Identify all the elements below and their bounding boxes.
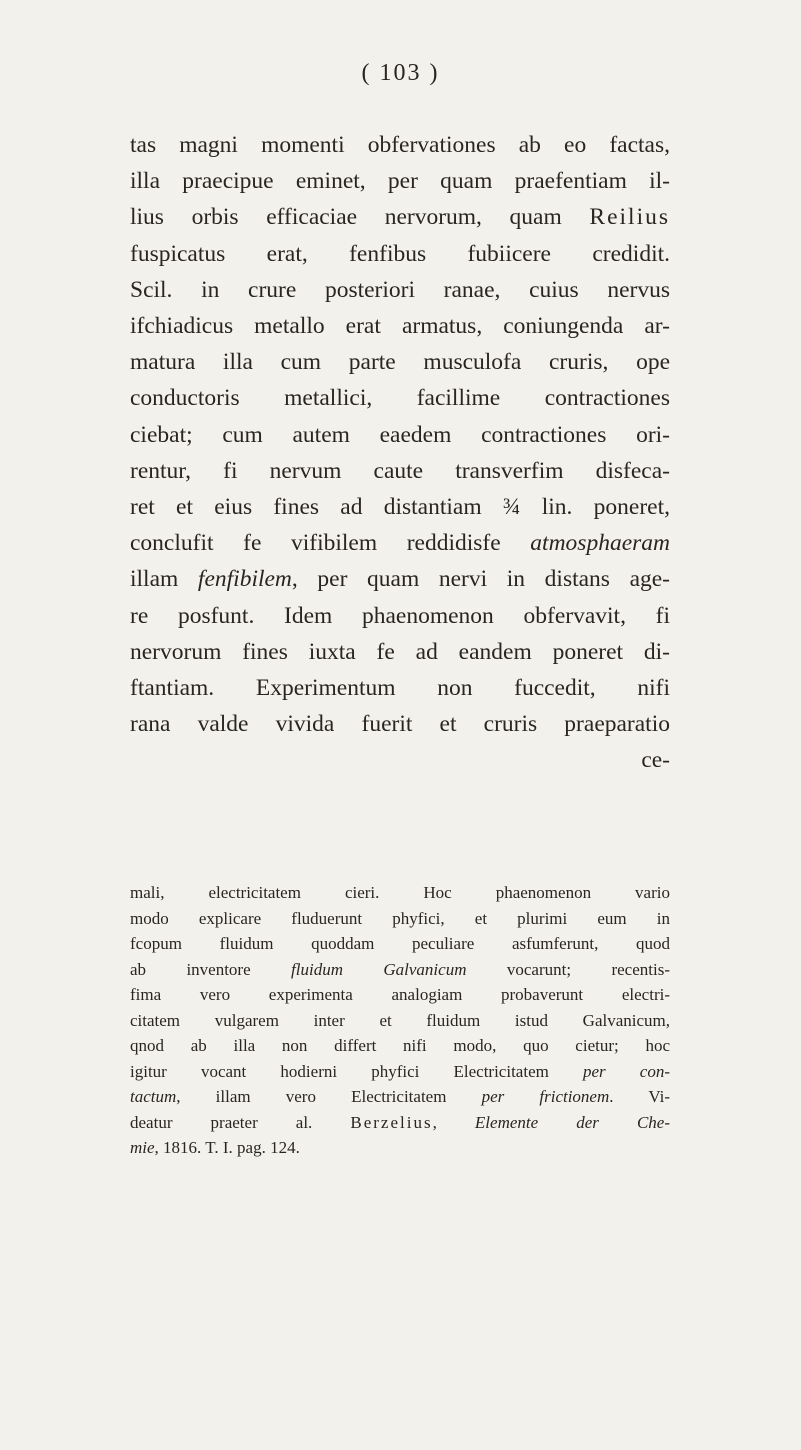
footnote-line: fcopum fluidum quoddam peculiare asfumferunt, quod [130, 934, 670, 953]
catchword: ce- [641, 747, 670, 774]
footnote-line: tactum, illam vero Electricitatem per frictionem. Vi- [130, 1087, 670, 1106]
footnote-line: igitur vocant hodierni phyfici Electricitatem per con- [130, 1061, 670, 1081]
text-line: rentur, fi nervum caute transverfim disfeca- [130, 457, 670, 484]
footnote-line: mali, electricitatem cieri. Hoc phaenomenon vario [130, 883, 670, 902]
page-number: ( 103 ) [361, 60, 440, 86]
footnote-line: modo explicare fluduerunt phyfici, et plurimi eum in [130, 908, 670, 928]
text-line: ifchiadicus metallo erat armatus, coniungenda ar- [130, 313, 670, 340]
footnote-line: qnod ab illa non differt nifi modo, quo cietur; hoc [130, 1036, 670, 1055]
text-line: tas magni momenti obfervationes ab eo factas, [130, 132, 670, 158]
text-line: conclufit fe vifibilem reddidisfe atmosphaeram [130, 530, 670, 557]
footnote-line: citatem vulgarem inter et fluidum istud Galvanicum, [130, 1010, 670, 1030]
footnote-line: mie, 1816. T. I. pag. 124. [130, 1138, 300, 1157]
text-line: ciebat; cum autem eaedem contractiones ori- [130, 421, 670, 448]
text-line: fuspicatus erat, fenfibus fubiicere credidit. [130, 240, 670, 267]
text-line: lius orbis efficaciae nervorum, quam Reilius [130, 204, 670, 231]
text-line: ftantiam. Experimentum non fuccedit, nifi [130, 675, 670, 702]
text-line: Scil. in crure posteriori ranae, cuius nervus [130, 276, 670, 303]
footnote-line: fima vero experimenta analogiam probaverunt electri- [130, 985, 670, 1004]
text-line: conductoris metallici, facillime contractiones [130, 385, 670, 412]
text-line: illam fenfibilem, per quam nervi in distans age- [130, 566, 670, 593]
text-line: ret et eius fines ad distantiam ¾ lin. poneret, [130, 494, 670, 521]
main-text-block [130, 127, 670, 779]
text-line: illa praecipue eminet, per quam praefentiam il- [130, 168, 670, 195]
text-line: nervorum fines iuxta fe ad eandem poneret di- [130, 638, 670, 665]
text-line: matura illa cum parte musculofa cruris, ope [130, 349, 670, 376]
text-line: re posfunt. Idem phaenomenon obfervavit, fi [130, 602, 670, 629]
text-line: rana valde vivida fuerit et cruris praeparatio [130, 711, 670, 738]
footnote-line: deatur praeter al. Berzelius, Elemente der Che- [130, 1112, 671, 1132]
footnote-block [130, 880, 670, 1161]
footnote-line: ab inventore fluidum Galvanicum vocarunt; recentis- [130, 959, 670, 979]
